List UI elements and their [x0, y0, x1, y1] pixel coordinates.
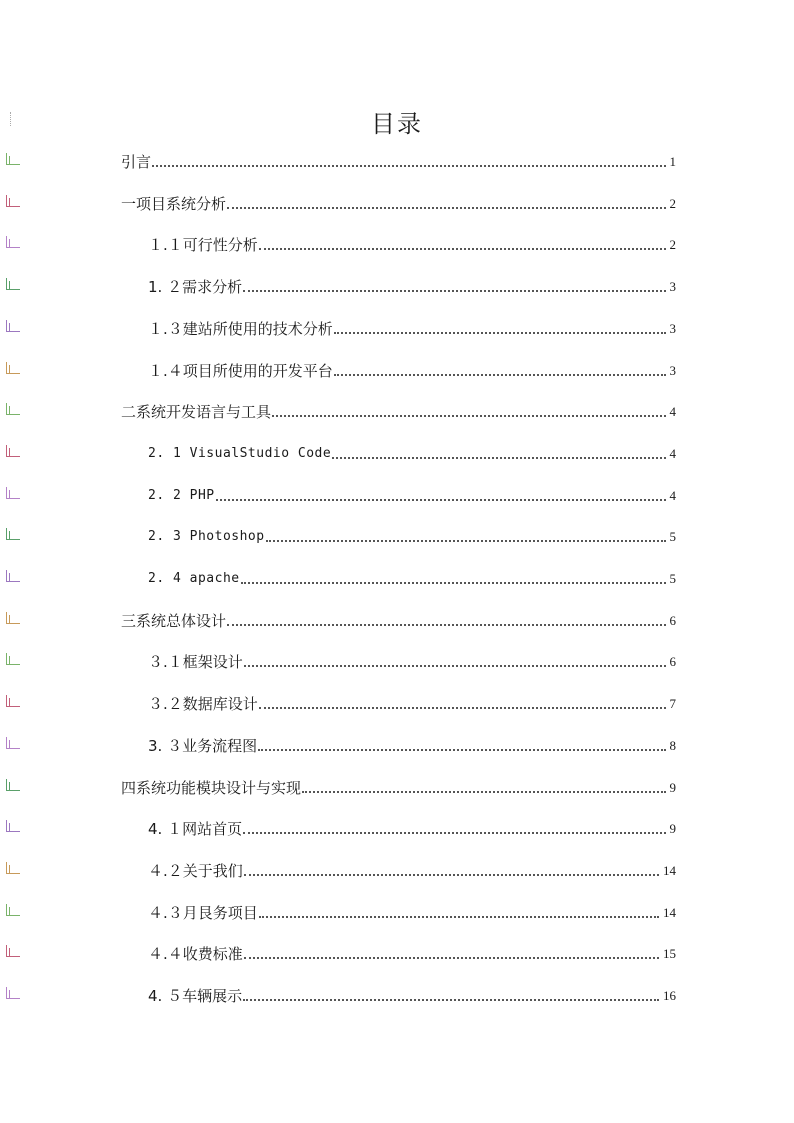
toc-entry[interactable] — [0, 899, 794, 923]
dot-leader — [152, 165, 665, 167]
toc-entry-line — [148, 482, 676, 506]
toc-entry-label: 四系统功能模块设计与实现 — [121, 778, 302, 797]
toc-page-number: 4 — [669, 404, 676, 420]
dot-leader — [259, 707, 666, 709]
toc-entry-line — [121, 190, 676, 214]
margin-mark-icon — [4, 570, 20, 583]
toc-entry[interactable] — [0, 398, 794, 422]
toc-entry[interactable] — [0, 148, 794, 172]
toc-entry-label: 2. 3 Photoshop — [148, 529, 265, 545]
toc-entry-line — [121, 398, 676, 422]
dot-leader — [272, 415, 665, 417]
margin-mark-icon — [4, 862, 20, 875]
toc-page-number: 8 — [669, 737, 676, 753]
margin-mark-icon — [4, 653, 20, 666]
toc-entry-label: ４.２关于我们 — [148, 861, 243, 880]
margin-mark-icon — [4, 612, 20, 625]
toc-entry-label: 3. ３业务流程图 — [148, 736, 258, 755]
toc-page-number: 16 — [663, 988, 676, 1003]
toc-page-number: 14 — [663, 862, 676, 878]
toc-entry-label: １.３建站所使用的技术分析 — [148, 319, 333, 338]
dot-leader — [258, 749, 665, 751]
toc-entry[interactable] — [0, 231, 794, 255]
margin-mark-icon — [4, 195, 20, 208]
toc-entry-label: 2. 2 PHP — [148, 487, 215, 503]
toc-entry[interactable] — [0, 315, 794, 339]
dot-leader — [243, 832, 665, 834]
toc-entry-line — [148, 273, 676, 297]
margin-mark-icon — [4, 278, 20, 291]
toc-page-number: 1 — [669, 154, 676, 169]
toc-entry[interactable] — [0, 523, 794, 547]
toc-page-number: 4 — [669, 445, 676, 461]
margin-mark-icon — [4, 153, 20, 166]
margin-mark-icon — [4, 904, 20, 917]
margin-mark-icon — [4, 987, 20, 1000]
toc-entry[interactable] — [0, 607, 794, 631]
margin-mark-icon — [4, 320, 20, 333]
margin-mark-icon — [4, 528, 20, 541]
toc-entry-label: 二系统开发语言与工具 — [121, 403, 272, 422]
dot-leader — [302, 791, 665, 793]
toc-entry-line — [148, 815, 676, 839]
toc-entry[interactable] — [0, 440, 794, 464]
toc-entry[interactable] — [0, 273, 794, 297]
toc-entry-line — [121, 148, 676, 172]
margin-mark-icon — [4, 445, 20, 458]
toc-entry-label: ４.３月艮务项目 — [148, 903, 258, 922]
margin-mark-icon — [4, 236, 20, 249]
page-title: 目录 — [371, 110, 423, 138]
margin-mark-icon — [4, 403, 20, 416]
margin-mark-icon — [4, 779, 20, 792]
toc-page-number: 2 — [669, 195, 676, 211]
dot-leader — [332, 457, 665, 459]
toc-entry[interactable] — [0, 565, 794, 589]
toc-entry[interactable] — [0, 648, 794, 672]
dot-leader — [244, 874, 659, 876]
toc-entry-label: 一项目系统分析 — [121, 194, 227, 213]
toc-entry-label: ４.４收费标准 — [148, 945, 243, 964]
margin-mark-icon — [4, 487, 20, 500]
toc-page-number: 5 — [669, 571, 676, 586]
dot-leader — [243, 290, 665, 292]
dot-leader — [259, 916, 659, 918]
toc-entry-label: ３.１框架设计 — [148, 653, 243, 672]
toc-entry-line — [148, 732, 676, 756]
toc-page-number: 6 — [669, 612, 676, 628]
toc-page-number: 3 — [669, 279, 676, 295]
toc-entry[interactable] — [0, 774, 794, 798]
toc-entry-label: 引言 — [121, 153, 152, 171]
toc-entry-label: 三系统总体设计 — [121, 611, 227, 630]
toc-entry[interactable] — [0, 940, 794, 964]
toc-entry-line — [148, 315, 676, 339]
toc-entry[interactable] — [0, 857, 794, 881]
toc-entry[interactable] — [0, 357, 794, 381]
dot-leader — [259, 248, 666, 250]
margin-mark-icon — [4, 362, 20, 375]
toc-entry[interactable] — [0, 732, 794, 756]
toc-entry-line — [121, 774, 676, 798]
toc-page-number: 3 — [669, 362, 676, 378]
toc-entry-label: 2. 4 apache — [148, 571, 240, 586]
margin-mark-icon — [4, 737, 20, 750]
margin-mark-icon — [4, 945, 20, 958]
toc-entry-label: 4. １网站首页 — [148, 820, 243, 839]
toc-entry-line — [148, 357, 676, 381]
toc-entry-label: 2. 1 VisualStudio Code — [148, 445, 332, 461]
toc-entry-line — [148, 940, 676, 964]
toc-page-number: 3 — [669, 320, 676, 336]
toc-page-number: 14 — [663, 904, 676, 920]
toc-entry-line — [148, 440, 676, 464]
dot-leader — [241, 582, 666, 584]
toc-page-number: 2 — [669, 237, 676, 253]
toc-page-number: 15 — [663, 946, 676, 962]
toc-entry-line — [148, 982, 676, 1006]
dot-leader — [227, 207, 665, 209]
margin-mark-icon — [4, 695, 20, 708]
toc-entry-line — [148, 565, 676, 589]
toc-entry-label: １.１可行性分析 — [148, 236, 258, 255]
toc-page-number: 5 — [669, 529, 676, 545]
dot-leader — [243, 999, 659, 1001]
toc-entry[interactable] — [0, 815, 794, 839]
toc-entry-label: ３.２数据库设计 — [148, 695, 258, 714]
toc-entry-line — [121, 607, 676, 631]
margin-mark-icon — [4, 820, 20, 833]
toc-entry-line — [148, 857, 676, 881]
dot-leader — [334, 374, 666, 376]
dot-leader — [244, 957, 659, 959]
toc-page-number: 9 — [669, 821, 676, 837]
toc-entry-label: 4. ５车辆展示 — [148, 987, 243, 1005]
toc-entry-line — [148, 899, 676, 923]
toc-entry-line — [148, 690, 676, 714]
toc-entry-line — [148, 231, 676, 255]
toc-entry[interactable] — [0, 982, 794, 1006]
toc-page-number: 7 — [669, 696, 676, 712]
toc-entry-line — [148, 523, 676, 547]
toc-entry[interactable] — [0, 482, 794, 506]
toc-entry[interactable] — [0, 690, 794, 714]
dot-leader — [334, 332, 666, 334]
dot-leader — [216, 499, 666, 501]
toc-entry-line — [148, 648, 676, 672]
toc-entry[interactable] — [0, 190, 794, 214]
dot-leader — [227, 624, 665, 626]
toc-page-number: 9 — [669, 779, 676, 795]
dot-leader — [266, 540, 666, 542]
toc-entry-label: 1. ２需求分析 — [148, 278, 243, 297]
toc-page-number: 4 — [669, 487, 676, 503]
toc-entry-label: １.４项目所使用的开发平台 — [148, 361, 333, 380]
toc-page-number: 6 — [669, 654, 676, 670]
dot-leader — [244, 665, 666, 667]
